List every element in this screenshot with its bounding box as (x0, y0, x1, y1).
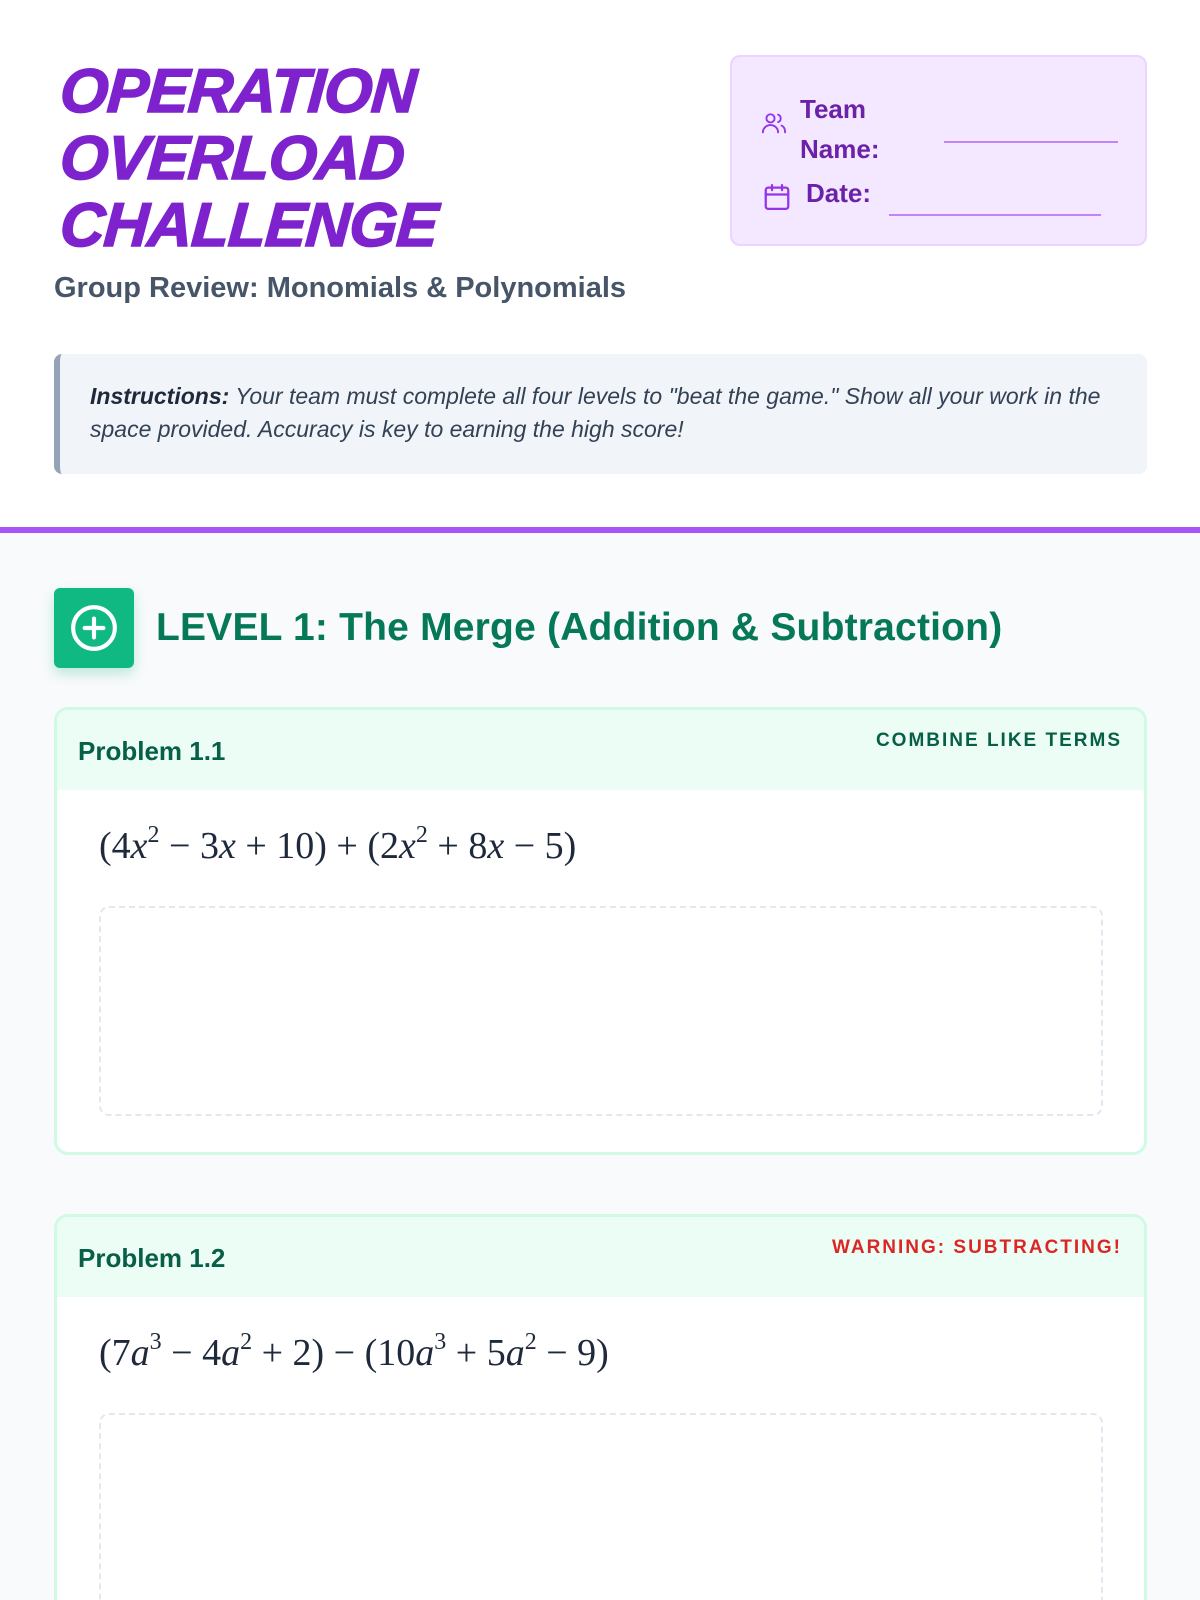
instructions-box (54, 354, 1147, 474)
level-1-title: LEVEL 1: The Merge (Addition & Subtraction) (156, 606, 1003, 649)
instructions-lead: Instructions: (90, 383, 230, 409)
problem-header (57, 710, 1144, 790)
problem-tag: WARNING: SUBTRACTING! (831, 1237, 1122, 1258)
team-name-label: Team Name: (800, 94, 880, 164)
problem-expression: $(4x^2 - 3x + 10) + (2x^2 + 8x - 5)$ (99, 822, 577, 867)
worksheet-header (0, 0, 1200, 528)
problem-header (57, 1217, 1144, 1297)
team-name-field[interactable] (944, 141, 1118, 143)
users-icon (760, 109, 788, 137)
instructions-text: Your team must complete all four levels to "beat the game." Show all your work in the space provided. Accuracy is key to earning the high score! (90, 383, 1101, 442)
title-line-3: CHALLENGE (57, 191, 440, 260)
level-1-header (54, 588, 1002, 668)
work-area[interactable] (99, 1413, 1103, 1600)
problem-number: Problem 1.2 (78, 1243, 226, 1273)
page-subtitle: Group Review: Monomials & Polynomials (54, 272, 627, 304)
page-title (57, 57, 440, 260)
problem-expression: $(7a^3 - 4a^2 + 2) - (10a^3 + 5a^2 - 9)$ (99, 1329, 609, 1374)
problem-card-1-1 (54, 707, 1147, 1155)
calendar-icon (762, 182, 792, 212)
problem-number: Problem 1.1 (78, 736, 226, 766)
level-icon-box (54, 588, 134, 668)
date-label: Date: (806, 178, 872, 208)
level-section (0, 533, 1200, 1600)
title-line-1: OPERATION (57, 57, 418, 126)
problem-card-1-2 (54, 1214, 1147, 1600)
problem-tag: COMBINE LIKE TERMS (875, 730, 1122, 751)
title-line-2: OVERLOAD (57, 124, 407, 193)
plus-circle-icon (69, 603, 119, 653)
date-field[interactable] (889, 214, 1101, 216)
work-area[interactable] (99, 906, 1103, 1116)
team-info-box (730, 55, 1147, 246)
